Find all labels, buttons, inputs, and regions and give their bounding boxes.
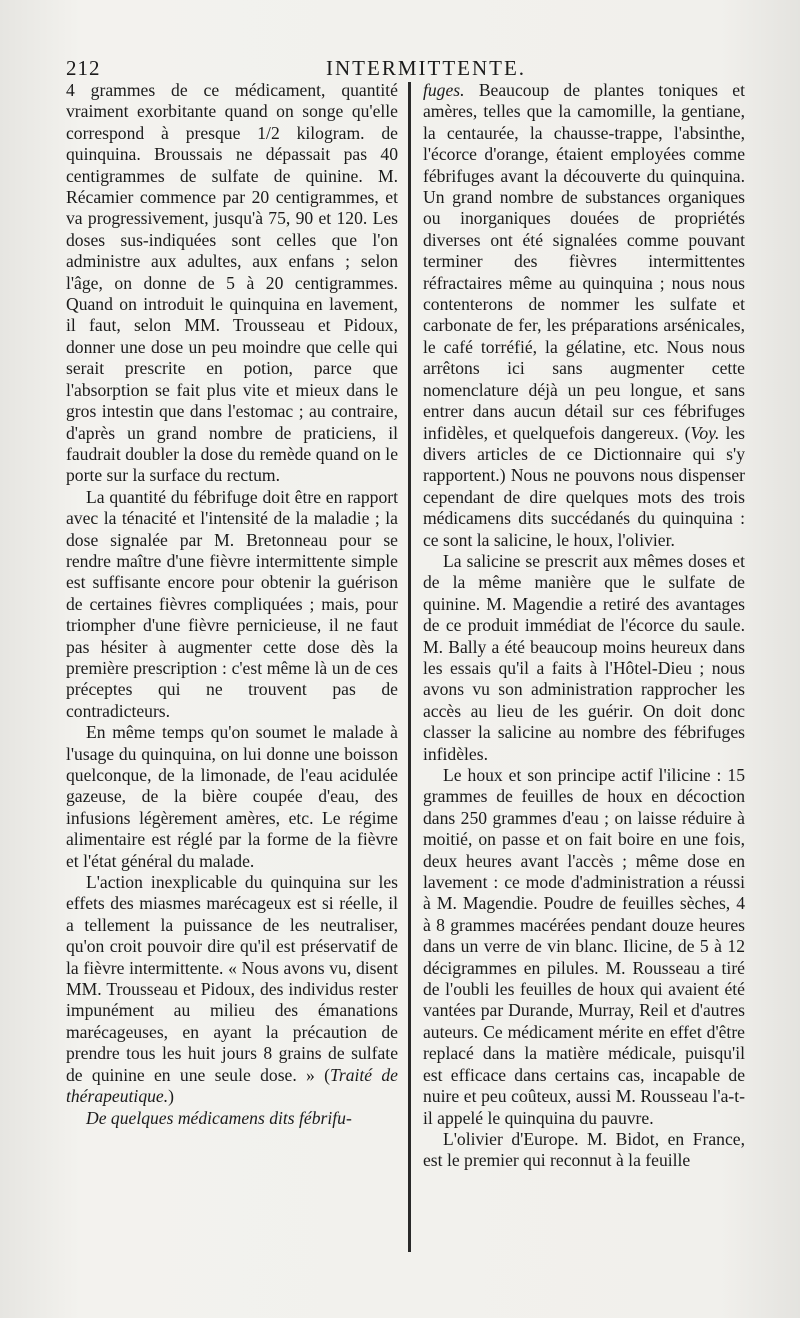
paragraph-text: les divers articles de ce Dictionnaire qui s'y rapportent.) Nous ne pouvons nous dispenser cependant de dire quelques mots des trois médicamens dits succédanés du quinquina : ce sont la salicine, le houx, l'olivier.: [423, 422, 745, 550]
paragraph: L'olivier d'Europe. M. Bidot, en France, est le premier qui reconnut à la feuille: [423, 1128, 745, 1171]
see-reference: Voy.: [690, 422, 720, 443]
paragraph: La salicine se prescrit aux mêmes doses et de la même manière que le sulfate de quinine. M. Magendie a retiré des avantages de ce produit immédiat de l'écorce du saule. M. Bally a été beaucoup moins heureux dans les essais qu'il a faits à l'Hôtel-Dieu ; nous avons vu son administration rapprocher les accès au lieu de les guérir. On doit donc classer la salicine au nombre des fébrifuges infidèles.: [423, 550, 745, 764]
paragraph: En même temps qu'on soumet le malade à l'usage du quinquina, on lui donne une boisson quelconque, de la limonade, de l'eau acidulée gazeuse, de la bière coupée d'eau, des infusions légèrement amères, etc. Le régime alimentaire est réglé par la forme de la fièvre et l'état général du malade.: [66, 722, 398, 871]
paragraph-text: L'action inexplicable du quinquina sur les effets des miasmes marécageux est si réelle, il a tellement la puissance de les neutraliser, qu'on croit pouvoir dire qu'il est préservatif de la fièvre intermittente. « Nous avons vu, disent MM. Trousseau et Pidoux, des individus rester impunément au milieu des émanations marécageuses, en ayant la précaution de prendre tous les huit jours 8 grains de sulfate de quinine en une seule dose. » (: [66, 872, 398, 1085]
running-title: INTERMITTENTE.: [326, 56, 527, 80]
paragraph: Le houx et son principe actif l'ilicine : 15 grammes de feuilles de houx en décoction dans 250 grammes d'eau ; on laisse réduire à moitié, on passe et on fait boire en une fois, deux heures avant l'accès ; même dose en lavement : ce mode d'administration a réussi à M. Magendie. Poudre de feuilles sèches, 4 à 8 grammes macérées pendant douze heures dans un verre de vin blanc. Ilicine, de 5 à 12 décigrammes en pilules. M. Rousseau a tiré de l'oubli les feuilles de houx qui avaient été vantées par Durande, Murray, Reil et d'autres auteurs. Ce médicament mérite en effet d'être replacé dans la matière médicale, puisqu'il est efficace dans certains cas, incapable de nuire et peu coûteux, aussi M. Rousseau l'a-t-il appelé le quinquina du pauvre.: [423, 765, 745, 1128]
citation-title: Traité de thérapeutique.: [66, 1064, 398, 1107]
right-column: [411, 80, 745, 1270]
text-columns: [66, 80, 784, 1270]
page-number: 212: [66, 56, 101, 80]
left-column: [66, 80, 408, 1270]
page-header: [66, 50, 740, 84]
paragraph-text: ): [168, 1086, 174, 1107]
paragraph-text: Beaucoup de plantes toniques et amères, telles que la camomille, la gentiane, la centaurée, la chausse-trappe, l'absinthe, l'écorce d'orange, étaient employées comme fébrifuges avant la découverte du quinquina. Un grand nombre de substances organiques ou inorganiques douées de propriétés diverses ont été signalées comme pouvant terminer des fièvres intermittentes réfractaires même au quinquina ; nous nous contenterons de nommer les sulfate et carbonate de fer, les préparations arsénicales, le café torréfié, la gélatine, etc. Nous nous arrêtons ici sans augmenter cette nomenclature déjà un peu longue, et sans entrer dans aucun détail sur ces fébrifuges infidèles, et quelquefois dangereux. (: [423, 80, 745, 443]
paragraph: 4 grammes de ce médicament, quantité vraiment exorbitante quand on songe qu'elle correspond à presque 1/2 kilogram. de quinquina. Broussais ne dépassait pas 40 centigrammes de sulfate de quinine. M. Récamier commence par 20 centigrammes, et va progressivement, jusqu'à 75, 90 et 120. Les doses sus-indiquées sont celles que l'on administre aux adultes, aux enfans ; selon l'âge, on donne de 5 à 20 centigrammes. Quand on introduit le quinquina en lavement, il faut, selon MM. Trousseau et Pidoux, donner une dose un peu moindre que celle qui serait prescrite en potion, parce que l'absorption se fait plus vite et mieux dans le gros intestin que dans l'estomac ; au contraire, d'après un grand nombre de praticiens, il faudrait doubler la dose du remède quand on le porte sur la surface du rectum.: [66, 80, 398, 486]
paragraph: [423, 80, 745, 551]
paragraph: La quantité du fébrifuge doit être en rapport avec la ténacité et l'intensité de la maladie ; la dose signalée par M. Bretonneau pour se rendre maître d'une fièvre intermittente simple est suffisante encore pour obtenir la guérison de certaines fièvres compliquées ; mais, pour triompher d'une fièvre pernicieuse, il ne faut pas hésiter à augmenter cette dose dès la première prescription : c'est même là un de ces préceptes qui ne trouvent pas de contradicteurs.: [66, 486, 398, 721]
section-heading-end: fuges.: [423, 80, 465, 100]
section-heading: De quelques médicamens dits fébrifu-: [86, 1107, 352, 1128]
paragraph: [66, 872, 398, 1107]
